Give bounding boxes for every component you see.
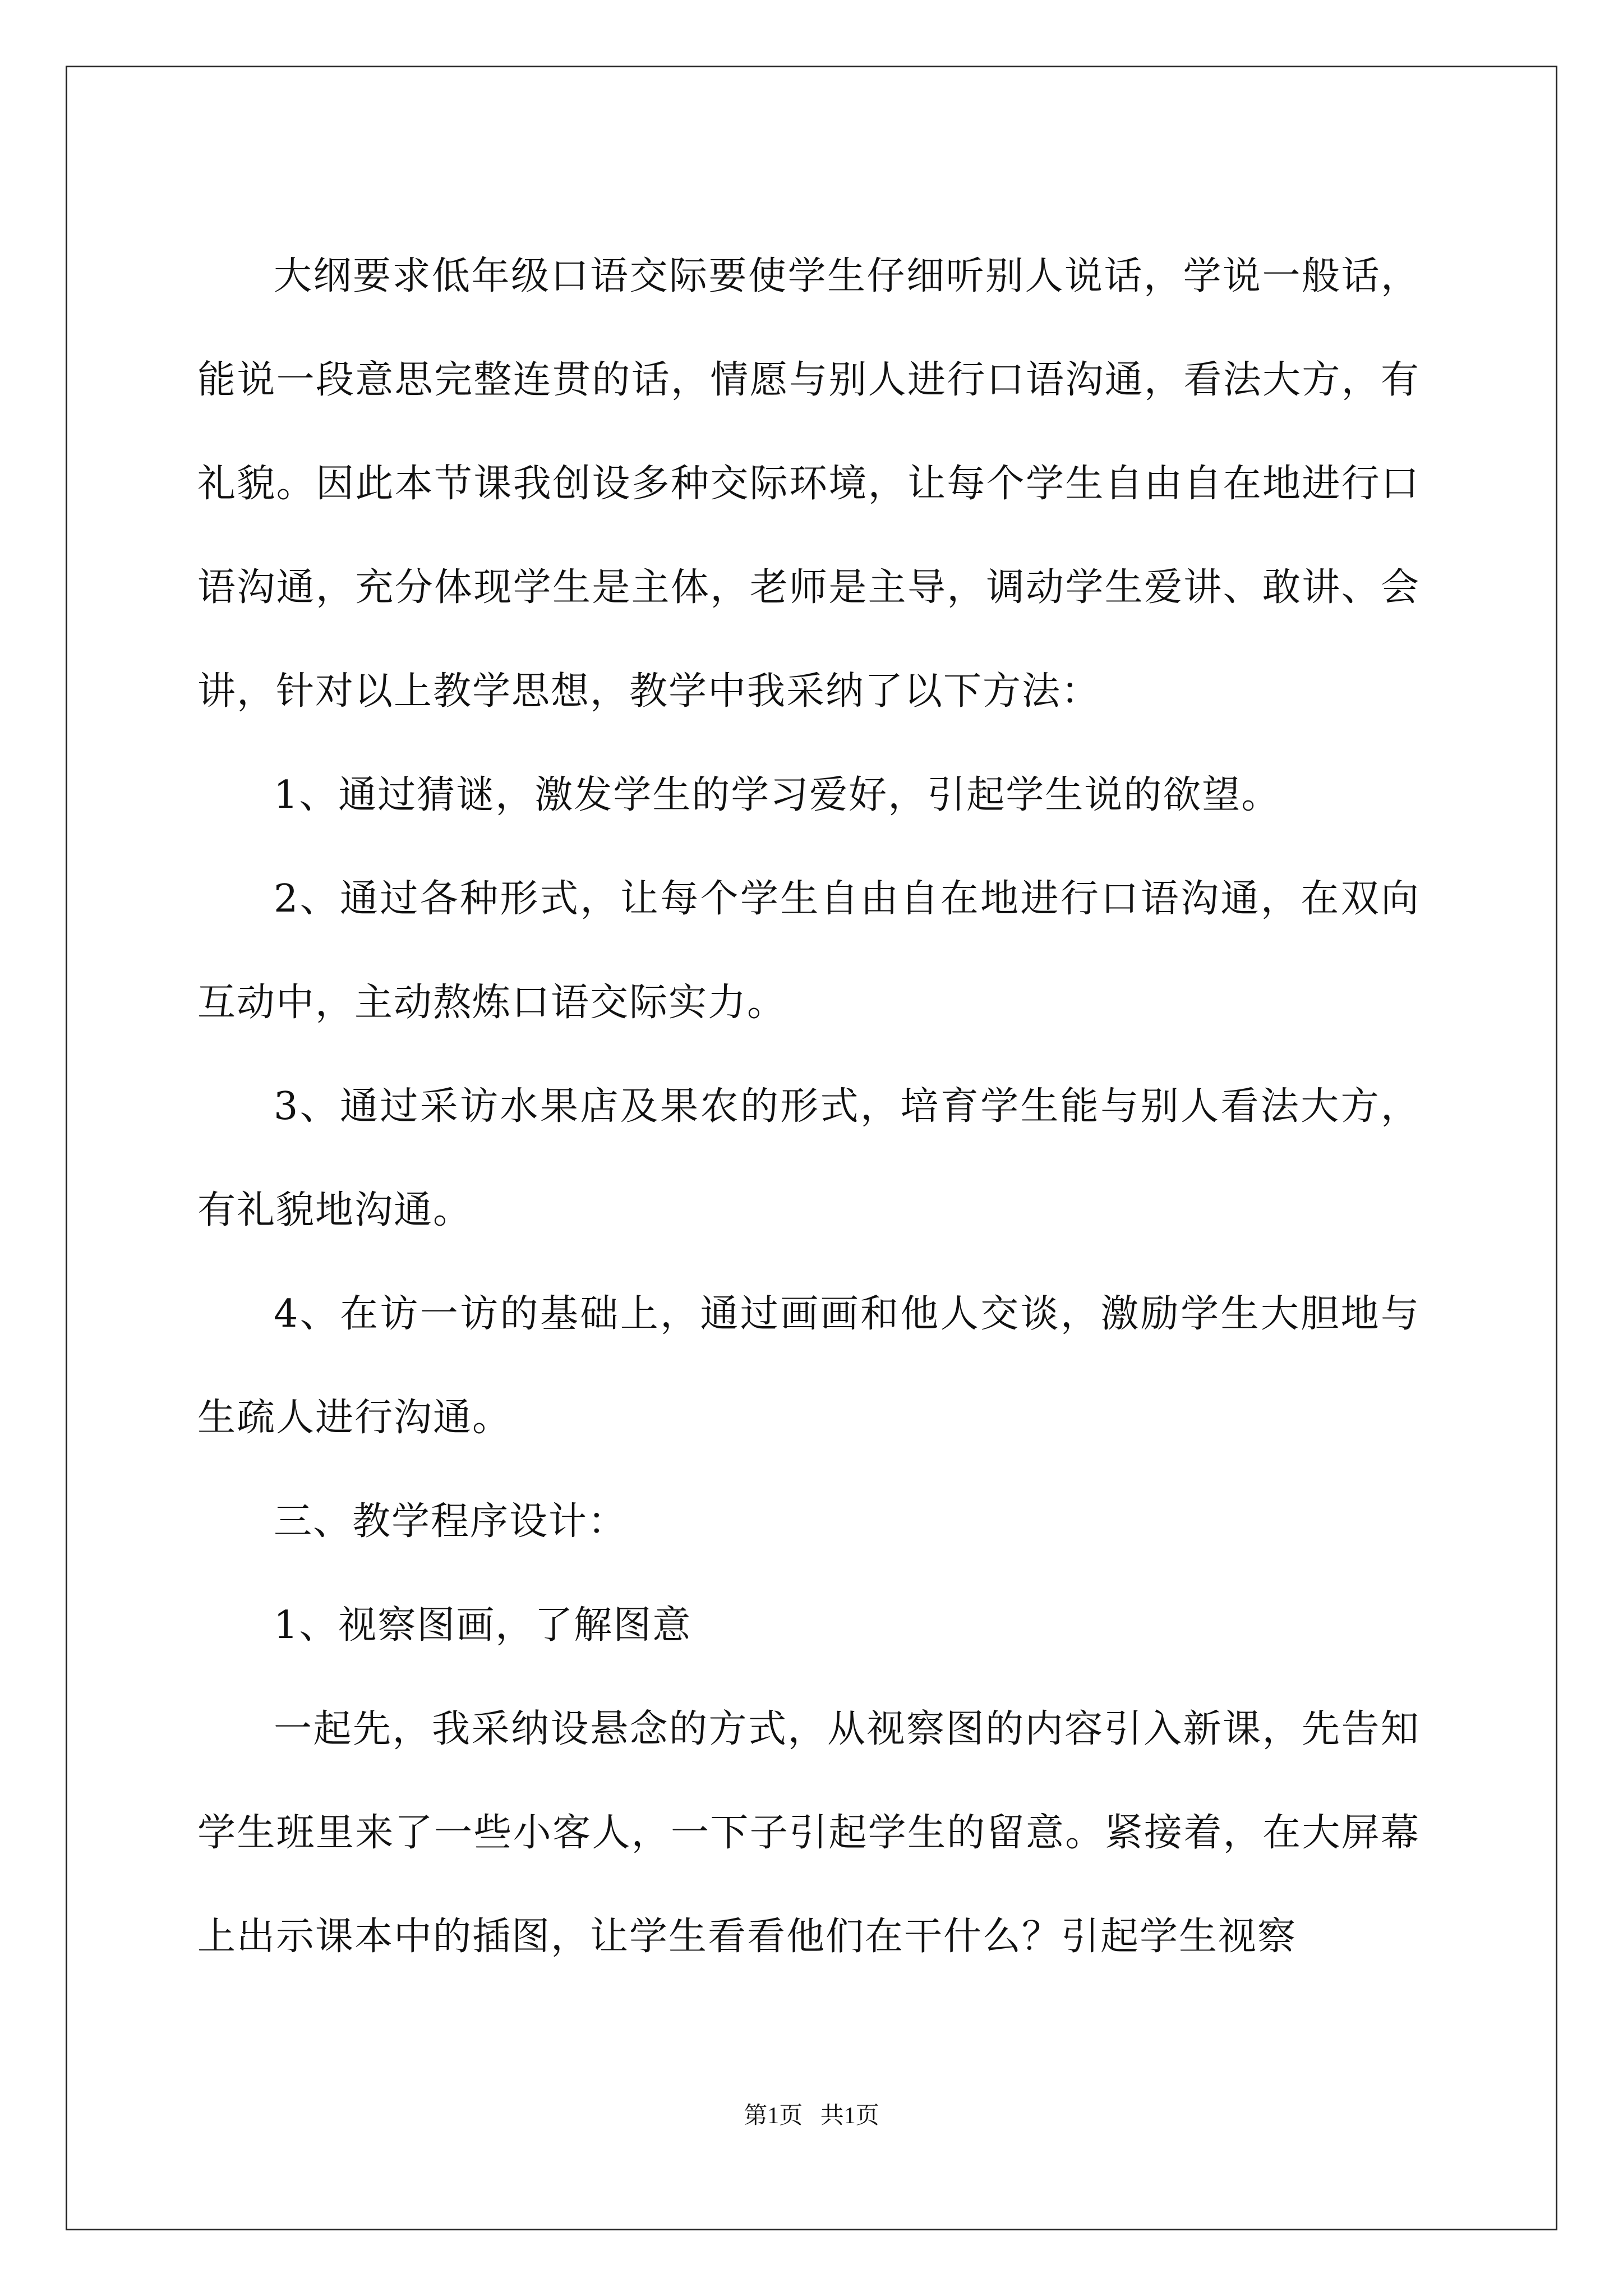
page-number: 第1页	[744, 2103, 803, 2129]
paragraph-method-2: 2、通过各种形式，让每个学生自由自在地进行口语沟通，在双向互动中，主动熬炼口语交际实力。	[197, 877, 1420, 1025]
paragraph-intro: 大纲要求低年级口语交际要使学生仔细听别人说话，学说一般话，能说一段意思完整连贯的话，情愿与别人进行口语沟通，看法大方，有礼貌。因此本节课我创设多种交际环境，让每个学生自由自在地进行口语沟通，充分体现学生是主体，老师是主导，调动学生爱讲、敢讲、会讲，针对以上教学思想，教学中我采纳了以下方法：	[197, 254, 1420, 714]
subsection-heading: 1、视察图画，了解图意	[274, 1603, 692, 1648]
paragraph-method-1: 1、通过猜谜，激发学生的学习爱好，引起学生说的欲望。	[274, 773, 1281, 817]
paragraph-method-4: 4、在访一访的基础上，通过画画和他人交谈，激励学生大胆地与生疏人进行沟通。	[197, 1292, 1420, 1440]
document-body	[197, 224, 1420, 1989]
paragraph-method-3: 3、通过采访水果店及果农的形式，培育学生能与别人看法大方，有礼貌地沟通。	[197, 1084, 1420, 1232]
page-footer	[0, 2099, 1623, 2133]
page-total: 共1页	[820, 2103, 879, 2129]
paragraph-observation: 一起先，我采纳设悬念的方式，从视察图的内容引入新课，先告知学生班里来了一些小客人，一下子引起学生的留意。紧接着，在大屏幕上出示课本中的插图，让学生看看他们在干什么？引起学生视察	[197, 1707, 1420, 1959]
section-heading: 三、教学程序设计：	[274, 1499, 628, 1544]
